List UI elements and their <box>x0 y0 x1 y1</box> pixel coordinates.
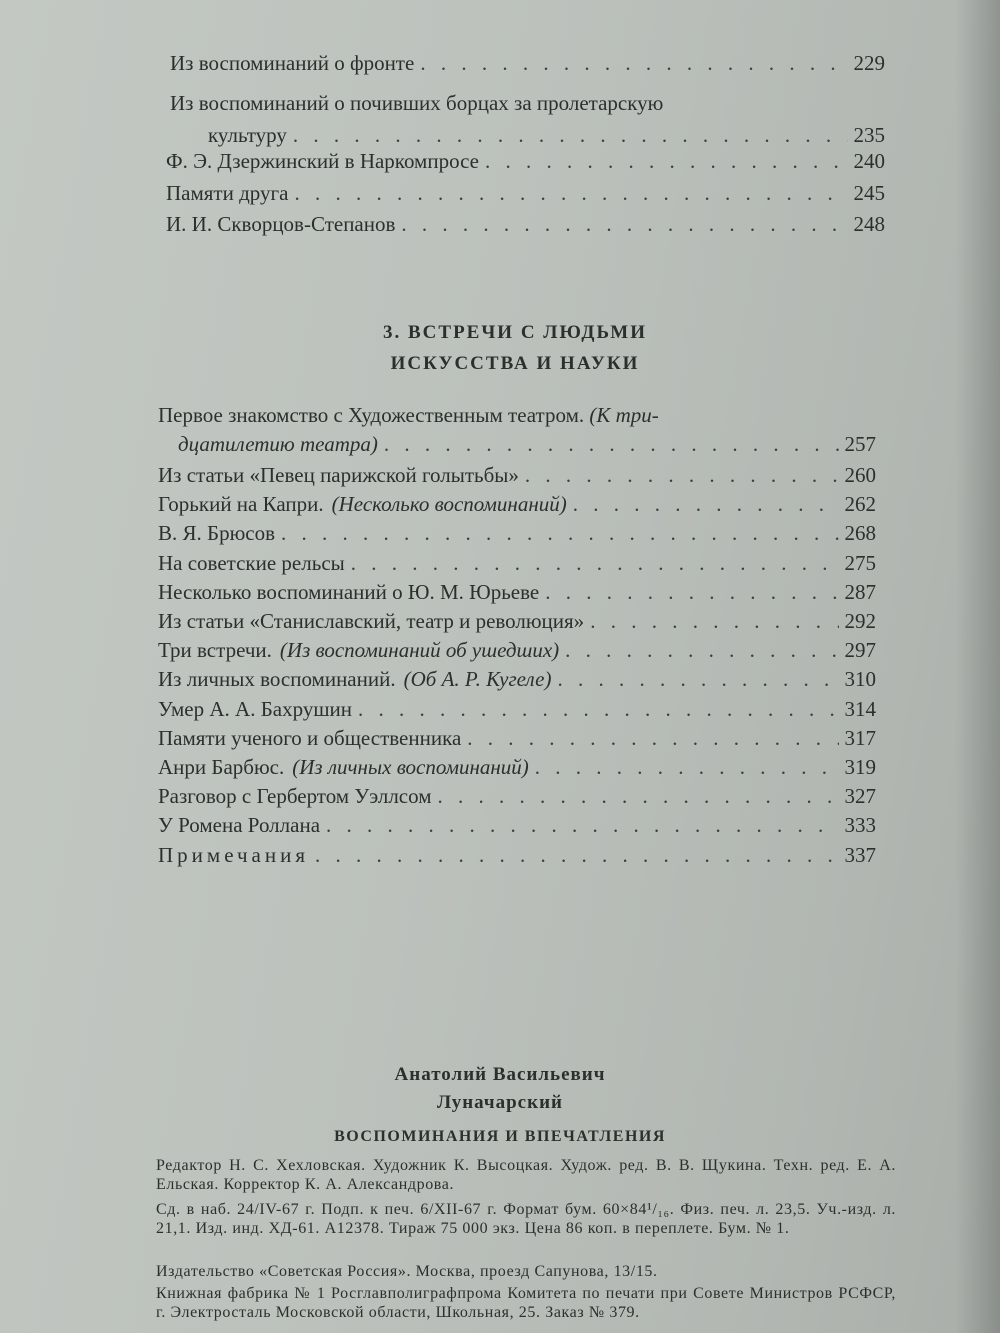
toc-title: Из статьи «Певец парижской голытьбы» <box>158 463 519 487</box>
toc-page-number: 310 <box>844 667 876 691</box>
leader-dots <box>293 122 848 148</box>
toc-page-number: 229 <box>853 51 885 75</box>
leader-dots <box>573 491 839 517</box>
toc-title: Несколько воспоминаний о Ю. М. Юрьеве <box>158 580 540 604</box>
imprint-printer: Книжная фабрика № 1 Росглавполиграфпрома Комитета по печати при Совете Министров РСФСР, г. Электросталь Московской области, Школьная, 25. Заказ № 379. <box>156 1285 896 1321</box>
leader-dots <box>590 608 838 634</box>
toc-title: Разговор с Гербертом Уэллсом <box>158 784 432 808</box>
toc-entry <box>158 462 876 488</box>
leader-dots <box>485 148 848 174</box>
section-heading: 3. ВСТРЕЧИ С ЛЮДЬМИ <box>383 322 647 343</box>
toc-subtitle: (К три- <box>589 403 659 427</box>
toc-page-number: 292 <box>844 609 876 633</box>
leader-dots <box>545 579 838 605</box>
toc-entry <box>170 90 885 148</box>
toc-title: У Ромена Роллана <box>158 813 321 837</box>
toc-subtitle: (Из личных воспоминаний) <box>292 755 529 779</box>
toc-title: Горький на Капри. <box>158 492 324 516</box>
toc-subtitle: (Из воспоминаний об ушедших) <box>279 638 560 662</box>
toc-page-number: 287 <box>844 580 876 604</box>
toc-entry <box>158 725 876 751</box>
book-title: ВОСПОМИНАНИЯ И ВПЕЧАТЛЕНИЯ <box>334 1128 666 1145</box>
toc-entry <box>158 579 876 605</box>
toc-entry <box>170 50 885 76</box>
toc-entry <box>158 812 876 838</box>
toc-entry <box>166 148 885 174</box>
section-heading: ИСКУССТВА И НАУКИ <box>390 353 640 374</box>
toc-page-number: 248 <box>853 212 885 236</box>
leader-dots <box>326 812 838 838</box>
toc-entry <box>166 211 885 237</box>
toc-entry <box>158 608 876 634</box>
toc-page-number: 317 <box>844 726 876 750</box>
leader-dots <box>420 50 847 76</box>
leader-dots <box>535 754 839 780</box>
imprint-publisher: Издательство «Советская Россия». Москва, проезд Сапунова, 13/15. <box>156 1263 658 1280</box>
toc-entry <box>158 491 876 517</box>
toc-page-number: 262 <box>844 492 876 516</box>
toc-title: Памяти друга <box>166 181 289 205</box>
leader-dots <box>401 211 847 237</box>
toc-title: Из воспоминаний о почивших борцах за пролетарскую <box>170 91 664 115</box>
toc-subtitle-continuation: дцатилетию театра) <box>178 432 378 456</box>
toc-page-number: 268 <box>844 521 876 545</box>
toc-page-number: 235 <box>853 123 885 147</box>
toc-page-number: 260 <box>844 463 876 487</box>
toc-title: Анри Барбюс. <box>158 755 285 779</box>
toc-title: Из воспоминаний о фронте <box>170 51 415 75</box>
leader-dots <box>525 462 839 488</box>
toc-title: Умер А. А. Бахрушин <box>158 697 352 721</box>
toc-title-continuation: культуру <box>208 123 287 147</box>
toc-page-number: 245 <box>853 181 885 205</box>
leader-dots <box>358 696 839 722</box>
author-name: Анатолий Васильевич <box>394 1064 606 1085</box>
toc-title: Первое знакомство с Художественным театром. <box>158 403 585 427</box>
toc-title: На советские рельсы <box>158 551 345 575</box>
leader-dots <box>351 550 839 576</box>
leader-dots <box>294 180 847 206</box>
toc-title: И. И. Скворцов-Степанов <box>166 212 396 236</box>
toc-page-number: 275 <box>844 551 876 575</box>
toc-entry <box>158 550 876 576</box>
toc-title: В. Я. Брюсов <box>158 521 275 545</box>
toc-title: Памяти ученого и общественника <box>158 726 462 750</box>
toc-title: Ф. Э. Дзержинский в Наркомпросе <box>166 149 479 173</box>
leader-dots <box>281 520 839 546</box>
toc-page-number: 257 <box>844 432 876 456</box>
leader-dots <box>467 725 838 751</box>
imprint-editors: Редактор Н. С. Хехловская. Художник К. Высоцкая. Худож. ред. В. В. Щукина. Техн. ред. Е. А. Ельская. Корректор К. А. Александрова. <box>156 1157 896 1193</box>
toc-page-number: 333 <box>844 813 876 837</box>
leader-dots <box>438 783 839 809</box>
leader-dots <box>557 666 838 692</box>
toc-title: Примечания <box>158 843 310 867</box>
toc-page-number: 327 <box>844 784 876 808</box>
imprint-print-data: Сд. в наб. 24/IV-67 г. Подп. к печ. 6/XII-67 г. Формат бум. 60×84¹/₁₆. Физ. печ. л. 23,5. Уч.-изд. л. 21,1. Изд. инд. ХД-61. А12378. Тираж 75 000 экз. Цена 86 коп. в переплете. Бум. № 1. <box>156 1201 896 1237</box>
toc-entry <box>166 180 885 206</box>
toc-page-number: 240 <box>853 149 885 173</box>
toc-page-number: 319 <box>844 755 876 779</box>
author-surname: Луначарский <box>437 1092 563 1113</box>
toc-page-number: 337 <box>844 843 876 867</box>
toc-entry <box>158 637 876 663</box>
toc-subtitle: (Об А. Р. Кугеле) <box>403 667 552 691</box>
toc-page-number: 297 <box>844 638 876 662</box>
toc-entry <box>158 754 876 780</box>
leader-dots <box>315 842 838 868</box>
toc-title: Из статьи «Станиславский, театр и революция» <box>158 609 585 633</box>
toc-entry <box>158 666 876 692</box>
toc-entry <box>158 402 876 457</box>
toc-entry <box>158 520 876 546</box>
toc-entry <box>158 696 876 722</box>
toc-title: Из личных воспоминаний. <box>158 667 396 691</box>
toc-entry <box>158 783 876 809</box>
toc-entry <box>158 842 876 868</box>
leader-dots <box>565 637 838 663</box>
toc-subtitle: (Несколько воспоминаний) <box>331 492 567 516</box>
leader-dots <box>384 431 839 457</box>
toc-page-number: 314 <box>844 697 876 721</box>
toc-title: Три встречи. <box>158 638 272 662</box>
